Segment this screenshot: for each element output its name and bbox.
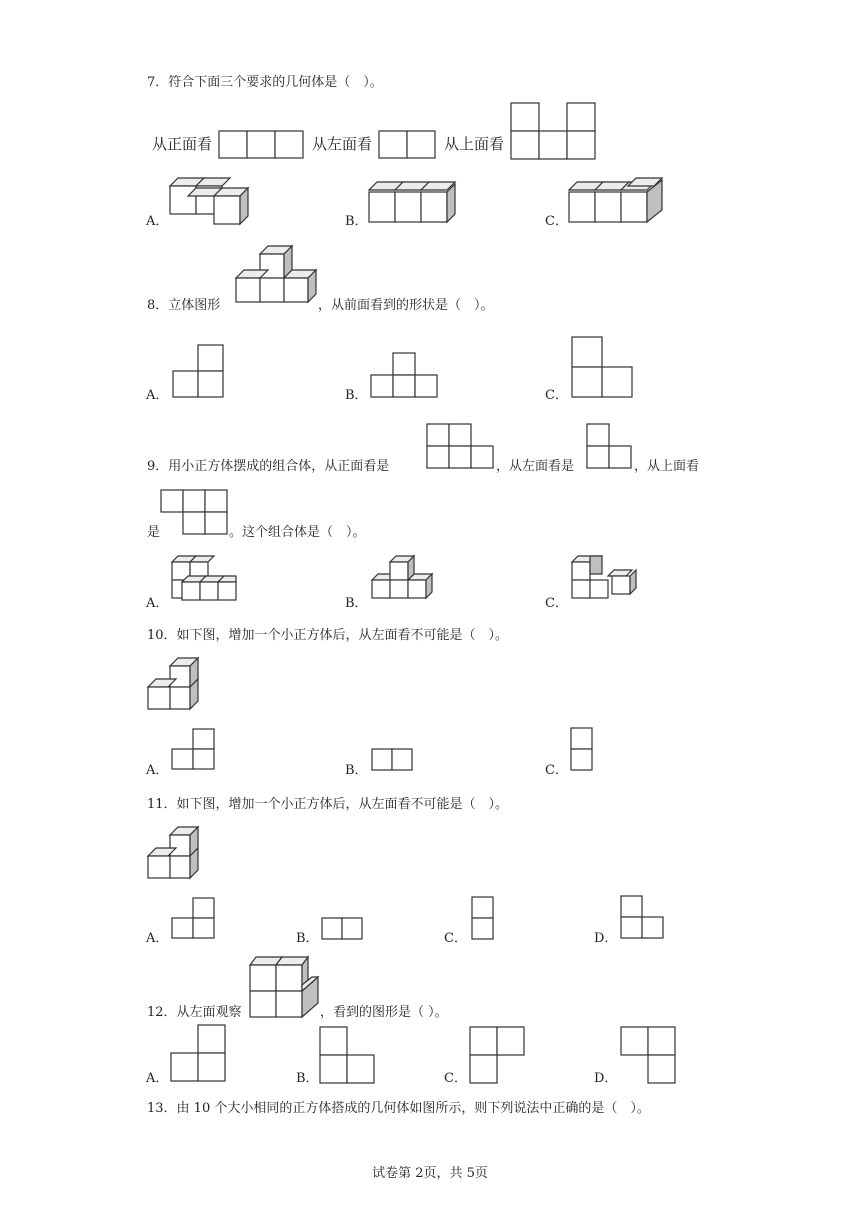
q12-option-d-label: D． [594, 1071, 618, 1086]
q9-left-view-figure [586, 423, 634, 469]
q9-option-a-figure[interactable] [170, 552, 238, 608]
q11-option-b-figure[interactable] [321, 917, 365, 941]
q11-option-a-figure[interactable] [171, 897, 217, 941]
q13-stem: 13．由 10 个大小相同的正方体搭成的几何体如图所示，则下列说法中正确的是（ ）。 [147, 1101, 650, 1116]
q9-stem-post: ，从上面看 [634, 459, 700, 474]
q8-stem-post: ，从前面看到的形状是（ ）。 [318, 298, 494, 313]
q7-front-view-figure [218, 130, 304, 160]
q12-stem-pre: 12．从左面观察 [147, 1005, 242, 1020]
q8-option-a-figure[interactable] [172, 344, 226, 400]
q10-option-a-figure[interactable] [171, 728, 217, 772]
q9-stem-mid: ，从左面看是 [496, 459, 575, 474]
q8-option-b-label: B． [345, 388, 368, 403]
q10-option-c-label: C． [545, 763, 568, 778]
q10-option-c-figure[interactable] [570, 727, 594, 773]
q7-option-a-label: A． [146, 214, 169, 229]
q7-left-view-figure [378, 130, 436, 160]
q7-option-a-figure[interactable] [168, 172, 263, 228]
q9-option-b-figure[interactable] [370, 552, 440, 608]
q8-option-c-label: C． [545, 388, 568, 403]
q11-option-a-label: A． [146, 931, 169, 946]
q9-front-view-figure [426, 423, 496, 469]
q7-view-front-label: 从正面看 [152, 135, 213, 153]
q10-option-b-label: B． [345, 763, 368, 778]
q11-option-c-label: C． [444, 931, 467, 946]
page-footer: 试卷第 2页，共 5页 [372, 1166, 488, 1181]
q12-option-b-label: B． [296, 1071, 319, 1086]
q10-option-a-label: A． [146, 763, 169, 778]
q12-option-a-figure[interactable] [170, 1024, 228, 1084]
q8-stem-pre: 8．立体图形 [147, 298, 221, 313]
q8-option-a-label: A． [146, 388, 169, 403]
q12-stem-post: ，看到的图形是（ ）。 [320, 1005, 448, 1020]
q8-option-b-figure[interactable] [370, 352, 440, 398]
q12-option-d-figure[interactable] [620, 1026, 678, 1086]
q7-stem: 7．符合下面三个要求的几何体是（ ）。 [147, 75, 383, 90]
q12-option-c-figure[interactable] [469, 1026, 527, 1086]
q7-view-left-label: 从左面看 [312, 135, 373, 153]
q12-option-a-label: A． [146, 1071, 169, 1086]
q11-option-b-label: B． [296, 931, 319, 946]
q9-option-c-figure[interactable] [570, 552, 644, 608]
q7-option-b-figure[interactable] [368, 178, 463, 226]
q9-stem-line2-post: 。这个组合体是（ ）。 [229, 525, 366, 540]
q11-option-d-figure[interactable] [620, 895, 666, 941]
q7-view-top-label: 从上面看 [444, 135, 505, 153]
q11-stem: 11．如下图，增加一个小正方体后，从左面看不可能是（ ）。 [147, 797, 509, 812]
q7-option-b-label: B． [345, 214, 368, 229]
q9-stem-line2-pre: 是 [147, 525, 161, 540]
q7-option-c-label: C． [545, 214, 568, 229]
q10-base-figure [146, 657, 202, 713]
q12-option-c-label: C． [444, 1071, 467, 1086]
q9-stem-pre: 9．用小正方体摆成的组合体，从正面看是 [147, 459, 390, 474]
q11-base-figure [146, 826, 202, 882]
q11-option-c-figure[interactable] [471, 896, 495, 942]
q12-option-b-figure[interactable] [319, 1026, 377, 1086]
q8-option-c-figure[interactable] [571, 336, 635, 400]
q7-top-view-figure [510, 102, 596, 160]
q7-option-c-figure[interactable] [568, 178, 668, 226]
q11-option-d-label: D． [594, 931, 618, 946]
q9-option-a-label: A． [146, 596, 169, 611]
q10-option-b-figure[interactable] [371, 748, 415, 772]
q9-option-c-label: C． [545, 596, 568, 611]
q8-solid-figure [228, 244, 320, 308]
q9-option-b-label: B． [345, 596, 368, 611]
q9-top-view-figure [160, 489, 230, 537]
q12-solid-figure [248, 955, 324, 1019]
q10-stem: 10．如下图，增加一个小正方体后，从左面看不可能是（ ）。 [147, 628, 509, 643]
